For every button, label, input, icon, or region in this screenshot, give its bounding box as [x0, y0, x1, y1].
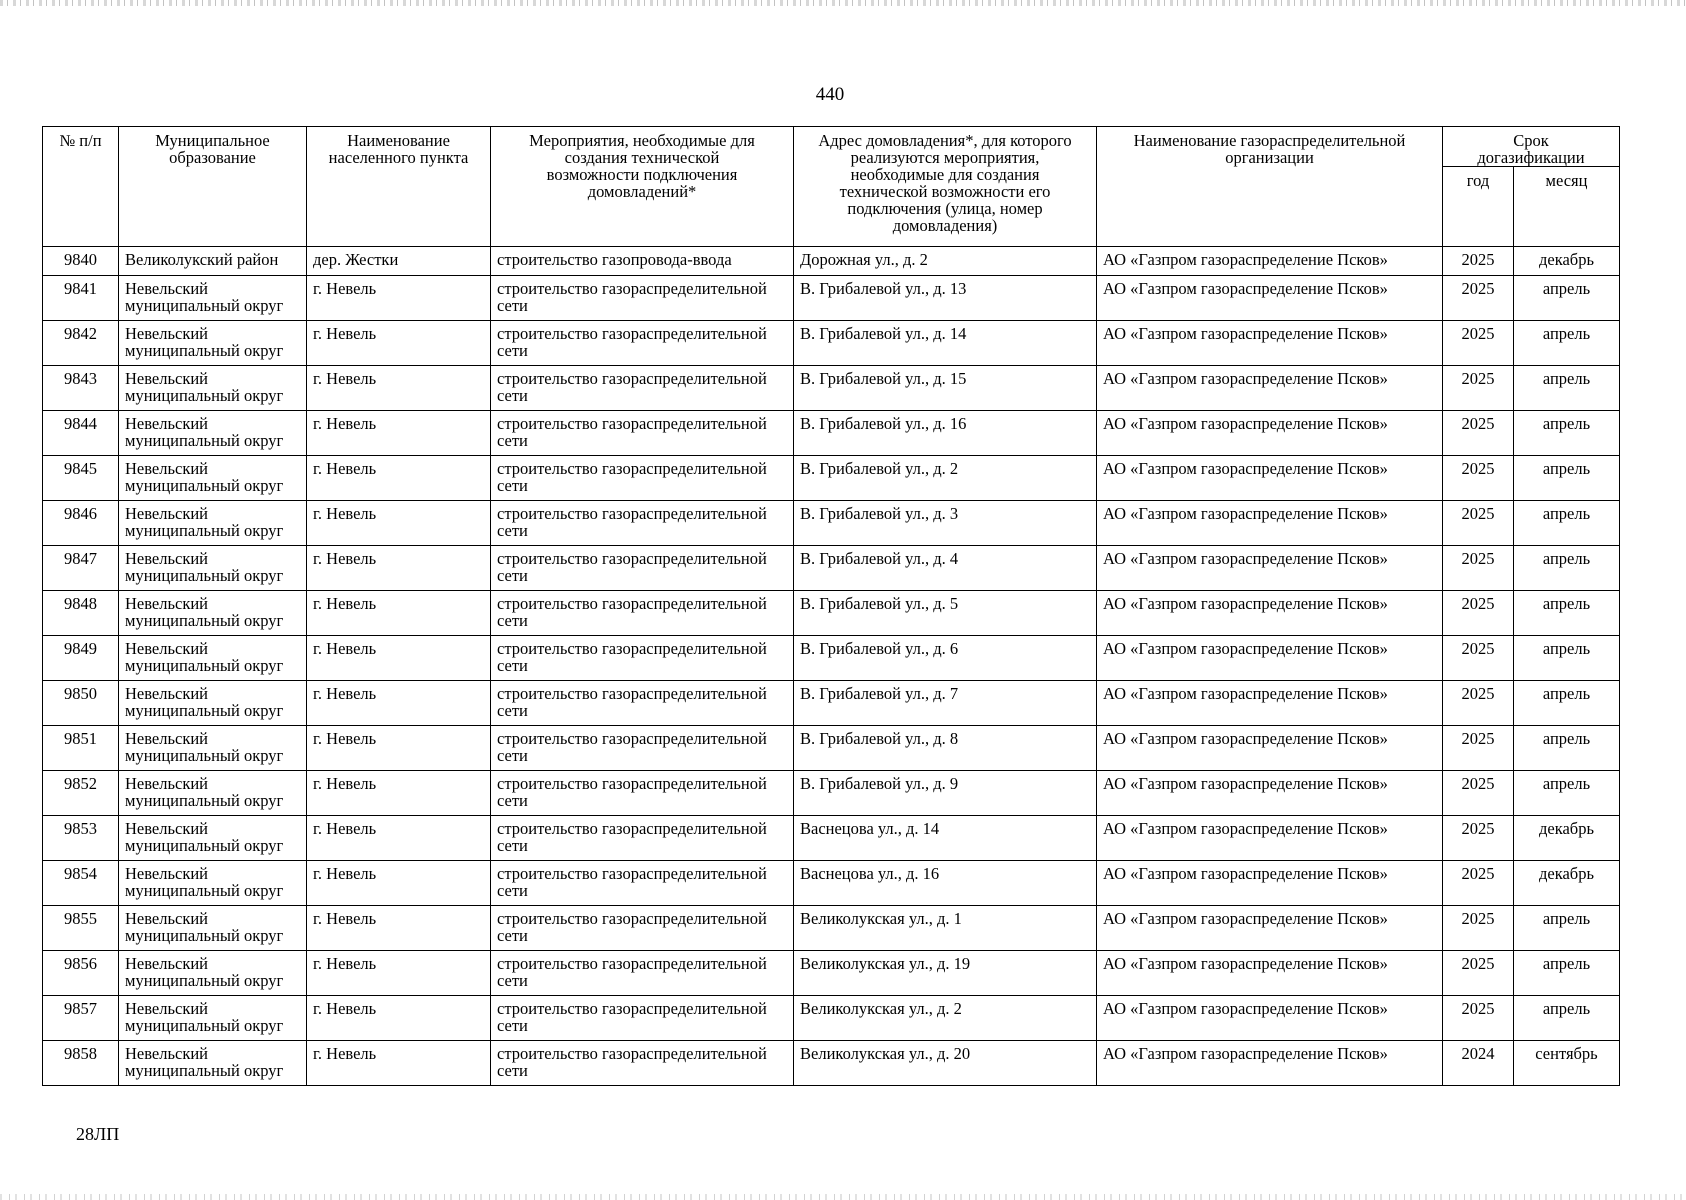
cell-measures: строительство газораспределительной сети [491, 456, 794, 501]
cell-organization: АО «Газпром газораспределение Псков» [1097, 546, 1443, 591]
table-row [43, 456, 1620, 501]
cell-municipality: Невельский муниципальный округ [119, 996, 307, 1041]
cell-num: 9857 [43, 996, 119, 1041]
cell-address: В. Грибалевой ул., д. 14 [794, 321, 1097, 366]
cell-month: апрель [1514, 726, 1620, 771]
cell-num: 9843 [43, 366, 119, 411]
table-row [43, 951, 1620, 996]
table-row [43, 816, 1620, 861]
cell-address: Великолукская ул., д. 1 [794, 906, 1097, 951]
cell-num: 9845 [43, 456, 119, 501]
cell-num: 9856 [43, 951, 119, 996]
scan-edge-top [0, 0, 1686, 6]
cell-year: 2025 [1443, 411, 1514, 456]
cell-municipality: Невельский муниципальный округ [119, 951, 307, 996]
cell-year: 2025 [1443, 366, 1514, 411]
cell-organization: АО «Газпром газораспределение Псков» [1097, 591, 1443, 636]
cell-settlement: г. Невель [307, 501, 491, 546]
cell-measures: строительство газораспределительной сети [491, 906, 794, 951]
cell-municipality: Невельский муниципальный округ [119, 636, 307, 681]
cell-municipality: Невельский муниципальный округ [119, 501, 307, 546]
cell-settlement: г. Невель [307, 951, 491, 996]
page-number: 440 [815, 84, 845, 105]
cell-year: 2025 [1443, 771, 1514, 816]
table-row [43, 366, 1620, 411]
header-num: № п/п [43, 127, 119, 247]
cell-settlement: г. Невель [307, 636, 491, 681]
header-municipality: Муниципальное образование [119, 127, 307, 247]
cell-address: Васнецова ул., д. 16 [794, 861, 1097, 906]
cell-year: 2025 [1443, 906, 1514, 951]
table-row [43, 247, 1620, 276]
cell-organization: АО «Газпром газораспределение Псков» [1097, 1041, 1443, 1086]
footer-code: 28ЛП [76, 1124, 120, 1144]
cell-month: апрель [1514, 636, 1620, 681]
cell-month: апрель [1514, 771, 1620, 816]
table-row [43, 321, 1620, 366]
cell-year: 2025 [1443, 726, 1514, 771]
cell-municipality: Невельский муниципальный округ [119, 591, 307, 636]
cell-municipality: Невельский муниципальный округ [119, 411, 307, 456]
table-row [43, 681, 1620, 726]
cell-year: 2025 [1443, 681, 1514, 726]
cell-settlement: г. Невель [307, 591, 491, 636]
cell-measures: строительство газораспределительной сети [491, 411, 794, 456]
cell-organization: АО «Газпром газораспределение Псков» [1097, 816, 1443, 861]
table-row [43, 906, 1620, 951]
cell-organization: АО «Газпром газораспределение Псков» [1097, 366, 1443, 411]
cell-year: 2025 [1443, 591, 1514, 636]
table-row [43, 591, 1620, 636]
cell-measures: строительство газораспределительной сети [491, 501, 794, 546]
cell-num: 9852 [43, 771, 119, 816]
cell-address: В. Грибалевой ул., д. 6 [794, 636, 1097, 681]
cell-settlement: г. Невель [307, 681, 491, 726]
cell-address: В. Грибалевой ул., д. 16 [794, 411, 1097, 456]
cell-address: Дорожная ул., д. 2 [794, 247, 1097, 276]
cell-organization: АО «Газпром газораспределение Псков» [1097, 771, 1443, 816]
header-measures: Мероприятия, необходимые для создания технической возможности подключения домовладений* [491, 127, 794, 247]
cell-settlement: дер. Жестки [307, 247, 491, 276]
cell-municipality: Невельский муниципальный округ [119, 726, 307, 771]
cell-month: апрель [1514, 906, 1620, 951]
cell-month: апрель [1514, 951, 1620, 996]
cell-measures: строительство газораспределительной сети [491, 861, 794, 906]
cell-num: 9858 [43, 1041, 119, 1086]
table-row [43, 1041, 1620, 1086]
cell-num: 9841 [43, 276, 119, 321]
cell-municipality: Невельский муниципальный округ [119, 861, 307, 906]
cell-organization: АО «Газпром газораспределение Псков» [1097, 636, 1443, 681]
table-header-row [43, 127, 1620, 167]
cell-month: апрель [1514, 591, 1620, 636]
cell-month: апрель [1514, 276, 1620, 321]
cell-month: сентябрь [1514, 1041, 1620, 1086]
table-row [43, 996, 1620, 1041]
cell-municipality: Невельский муниципальный округ [119, 681, 307, 726]
table-row [43, 861, 1620, 906]
cell-year: 2025 [1443, 247, 1514, 276]
cell-settlement: г. Невель [307, 1041, 491, 1086]
cell-year: 2025 [1443, 546, 1514, 591]
header-term: Срок догазификации [1443, 127, 1620, 167]
cell-month: апрель [1514, 501, 1620, 546]
cell-municipality: Невельский муниципальный округ [119, 546, 307, 591]
cell-num: 9850 [43, 681, 119, 726]
cell-measures: строительство газораспределительной сети [491, 636, 794, 681]
cell-measures: строительство газораспределительной сети [491, 321, 794, 366]
cell-municipality: Невельский муниципальный округ [119, 1041, 307, 1086]
cell-year: 2025 [1443, 996, 1514, 1041]
scan-edge-bottom [0, 1194, 1686, 1200]
cell-settlement: г. Невель [307, 861, 491, 906]
cell-municipality: Невельский муниципальный округ [119, 771, 307, 816]
cell-organization: АО «Газпром газораспределение Псков» [1097, 906, 1443, 951]
cell-address: Великолукская ул., д. 19 [794, 951, 1097, 996]
cell-year: 2025 [1443, 321, 1514, 366]
cell-month: декабрь [1514, 247, 1620, 276]
cell-measures: строительство газораспределительной сети [491, 681, 794, 726]
cell-settlement: г. Невель [307, 366, 491, 411]
cell-municipality: Великолукский район [119, 247, 307, 276]
cell-organization: АО «Газпром газораспределение Псков» [1097, 501, 1443, 546]
cell-organization: АО «Газпром газораспределение Псков» [1097, 411, 1443, 456]
cell-month: апрель [1514, 321, 1620, 366]
cell-measures: строительство газопровода-ввода [491, 247, 794, 276]
cell-municipality: Невельский муниципальный округ [119, 276, 307, 321]
cell-organization: АО «Газпром газораспределение Псков» [1097, 951, 1443, 996]
table-body [43, 247, 1620, 1086]
header-address: Адрес домовладения*, для которого реализуются мероприятия, необходимые для создания технической возможности его подключения (улица, номер домовладения) [794, 127, 1097, 247]
cell-num: 9851 [43, 726, 119, 771]
cell-organization: АО «Газпром газораспределение Псков» [1097, 681, 1443, 726]
cell-num: 9842 [43, 321, 119, 366]
cell-num: 9840 [43, 247, 119, 276]
cell-measures: строительство газораспределительной сети [491, 546, 794, 591]
cell-municipality: Невельский муниципальный округ [119, 366, 307, 411]
cell-measures: строительство газораспределительной сети [491, 591, 794, 636]
cell-month: апрель [1514, 456, 1620, 501]
table-row [43, 726, 1620, 771]
cell-year: 2025 [1443, 636, 1514, 681]
cell-month: декабрь [1514, 816, 1620, 861]
cell-address: В. Грибалевой ул., д. 4 [794, 546, 1097, 591]
cell-measures: строительство газораспределительной сети [491, 1041, 794, 1086]
cell-address: Васнецова ул., д. 14 [794, 816, 1097, 861]
cell-address: В. Грибалевой ул., д. 8 [794, 726, 1097, 771]
table-row [43, 411, 1620, 456]
table-row [43, 276, 1620, 321]
cell-year: 2025 [1443, 861, 1514, 906]
cell-settlement: г. Невель [307, 771, 491, 816]
cell-measures: строительство газораспределительной сети [491, 276, 794, 321]
cell-measures: строительство газораспределительной сети [491, 996, 794, 1041]
cell-year: 2025 [1443, 951, 1514, 996]
cell-settlement: г. Невель [307, 816, 491, 861]
cell-organization: АО «Газпром газораспределение Псков» [1097, 861, 1443, 906]
cell-organization: АО «Газпром газораспределение Псков» [1097, 321, 1443, 366]
cell-num: 9847 [43, 546, 119, 591]
cell-settlement: г. Невель [307, 321, 491, 366]
cell-year: 2025 [1443, 816, 1514, 861]
cell-municipality: Невельский муниципальный округ [119, 321, 307, 366]
cell-num: 9846 [43, 501, 119, 546]
cell-num: 9848 [43, 591, 119, 636]
cell-organization: АО «Газпром газораспределение Псков» [1097, 247, 1443, 276]
cell-month: апрель [1514, 546, 1620, 591]
cell-address: В. Грибалевой ул., д. 15 [794, 366, 1097, 411]
cell-month: декабрь [1514, 861, 1620, 906]
cell-measures: строительство газораспределительной сети [491, 771, 794, 816]
cell-address: В. Грибалевой ул., д. 5 [794, 591, 1097, 636]
gasification-table [42, 126, 1620, 1086]
cell-measures: строительство газораспределительной сети [491, 366, 794, 411]
cell-settlement: г. Невель [307, 906, 491, 951]
cell-month: апрель [1514, 411, 1620, 456]
table-row [43, 546, 1620, 591]
cell-municipality: Невельский муниципальный округ [119, 906, 307, 951]
header-month: месяц [1514, 167, 1620, 247]
cell-organization: АО «Газпром газораспределение Псков» [1097, 726, 1443, 771]
cell-settlement: г. Невель [307, 726, 491, 771]
cell-address: В. Грибалевой ул., д. 2 [794, 456, 1097, 501]
cell-address: В. Грибалевой ул., д. 9 [794, 771, 1097, 816]
cell-organization: АО «Газпром газораспределение Псков» [1097, 276, 1443, 321]
cell-month: апрель [1514, 681, 1620, 726]
cell-address: Великолукская ул., д. 2 [794, 996, 1097, 1041]
cell-num: 9854 [43, 861, 119, 906]
cell-measures: строительство газораспределительной сети [491, 726, 794, 771]
cell-year: 2024 [1443, 1041, 1514, 1086]
cell-municipality: Невельский муниципальный округ [119, 816, 307, 861]
cell-year: 2025 [1443, 276, 1514, 321]
cell-month: апрель [1514, 996, 1620, 1041]
table-row [43, 636, 1620, 681]
cell-num: 9853 [43, 816, 119, 861]
cell-organization: АО «Газпром газораспределение Псков» [1097, 456, 1443, 501]
cell-num: 9849 [43, 636, 119, 681]
cell-settlement: г. Невель [307, 411, 491, 456]
cell-address: В. Грибалевой ул., д. 7 [794, 681, 1097, 726]
cell-month: апрель [1514, 366, 1620, 411]
table-row [43, 501, 1620, 546]
cell-address: В. Грибалевой ул., д. 3 [794, 501, 1097, 546]
header-organization: Наименование газораспределительной организации [1097, 127, 1443, 247]
cell-settlement: г. Невель [307, 456, 491, 501]
header-settlement: Наименование населенного пункта [307, 127, 491, 247]
cell-address: В. Грибалевой ул., д. 13 [794, 276, 1097, 321]
header-year: год [1443, 167, 1514, 247]
cell-year: 2025 [1443, 501, 1514, 546]
cell-year: 2025 [1443, 456, 1514, 501]
cell-num: 9844 [43, 411, 119, 456]
cell-measures: строительство газораспределительной сети [491, 816, 794, 861]
cell-municipality: Невельский муниципальный округ [119, 456, 307, 501]
cell-settlement: г. Невель [307, 996, 491, 1041]
cell-measures: строительство газораспределительной сети [491, 951, 794, 996]
cell-settlement: г. Невель [307, 276, 491, 321]
cell-organization: АО «Газпром газораспределение Псков» [1097, 996, 1443, 1041]
cell-num: 9855 [43, 906, 119, 951]
cell-address: Великолукская ул., д. 20 [794, 1041, 1097, 1086]
cell-settlement: г. Невель [307, 546, 491, 591]
table-row [43, 771, 1620, 816]
